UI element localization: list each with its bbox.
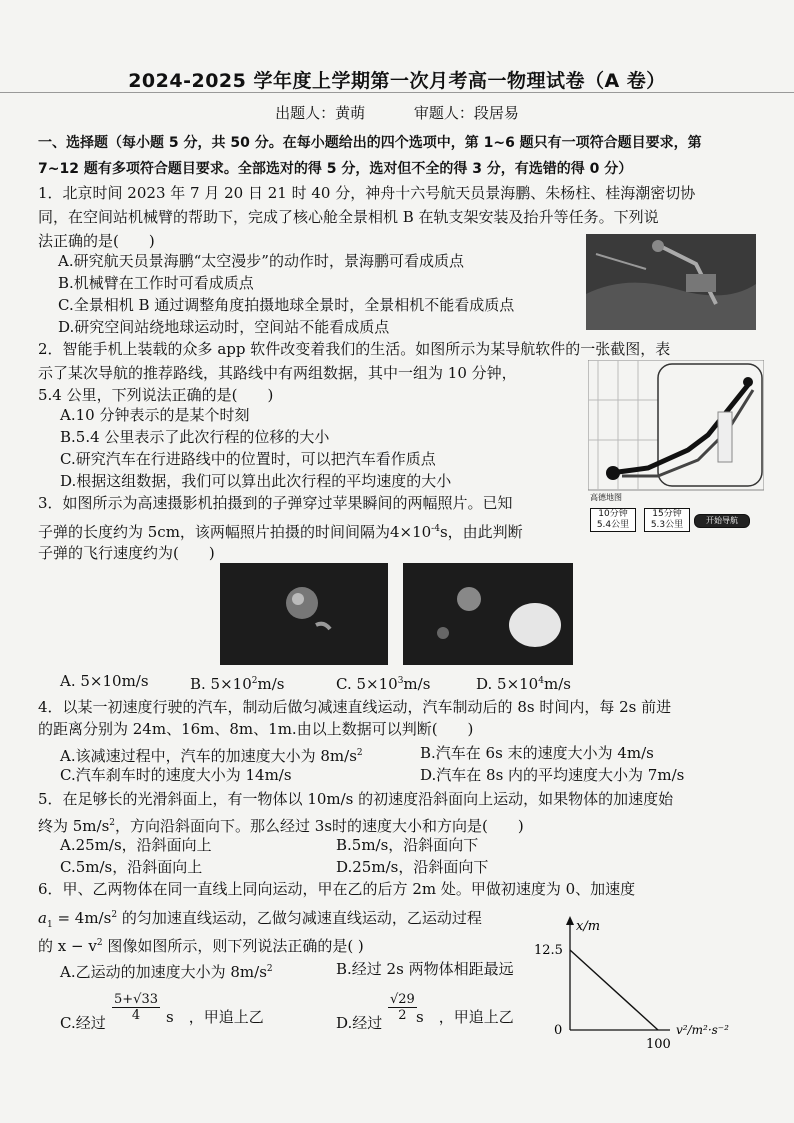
q6-line3-a: 的 x − v — [38, 937, 97, 955]
q6-line1: 6．甲、乙两物体在同一直线上同向运动，甲在乙的后方 2m 处。甲做初速度为 0、加速度 — [38, 880, 636, 898]
setter: 出题人：黄萌 — [275, 104, 366, 122]
q3-option-a: A. 5×10m/s — [60, 672, 149, 690]
q6-option-a — [60, 960, 273, 982]
q3-option-c-unit: m/s — [403, 675, 431, 693]
q3-option-d-text: D. 5×10 — [476, 675, 539, 693]
q4-option-a — [60, 744, 363, 766]
q3-photo-1 — [220, 563, 388, 665]
page-title: 2024-2025 学年度上学期第一次月考高一物理试卷（A 卷） — [128, 70, 666, 92]
q4-line1: 4．以某一初速度行驶的汽车，制动后做匀减速直线运动，汽车制动后的 8s 时间内，每 2s 前进 — [38, 698, 672, 716]
q6-option-a-text: A.乙运动的加速度大小为 8m/s — [60, 963, 267, 981]
q1-line3: 法正确的是( ) — [38, 232, 155, 250]
q6-option-d-suffix: s ，甲追上乙 — [416, 1008, 514, 1026]
q6-line3-exp: 2 — [96, 938, 103, 948]
q4-option-a-exp: 2 — [356, 748, 363, 758]
q5-option-d: D.25m/s，沿斜面向下 — [336, 858, 489, 876]
q6-option-b: B.经过 2s 两物体相距最远 — [336, 960, 514, 978]
chart-y-label: x/m — [576, 919, 601, 934]
route2-time: 15分钟 — [652, 509, 682, 519]
chart-x-label: v²/m²·s⁻² — [676, 1023, 729, 1037]
chart-y-tick-label: 12.5 — [534, 943, 563, 958]
q5-line2-a: 终为 5m/s — [38, 817, 110, 835]
q3-line2-a: 子弹的长度约为 5cm，该两幅照片拍摄的时间间隔为 — [38, 523, 390, 541]
q6-option-a-exp: 2 — [266, 964, 273, 974]
q3-option-c — [336, 672, 430, 694]
q6-option-d-fraction — [388, 992, 417, 1023]
q3-photo-2 — [403, 563, 573, 665]
q3-line3: 子弹的飞行速度约为( ) — [38, 544, 215, 562]
q5-line2-exp: 2 — [109, 818, 116, 828]
q5-option-c: C.5m/s，沿斜面向上 — [60, 858, 203, 876]
q6-line2 — [38, 906, 482, 935]
q5-line1: 5．在足够长的光滑斜面上，有一物体以 10m/s 的初速度沿斜面向上运动，如果物体的加速度始 — [38, 790, 674, 808]
q6-option-c-prefix: C.经过 — [60, 1014, 106, 1032]
q6-d-numerator: √29 — [390, 992, 415, 1007]
q3-line2 — [38, 520, 523, 542]
q6-line3 — [38, 934, 364, 956]
q1-option-c: C.全景相机 B 通过调整角度拍摄地球全景时，全景相机不能看成质点 — [58, 296, 515, 314]
q1-option-a: A.研究航天员景海鹏“太空漫步”的动作时，景海鹏可看成质点 — [58, 252, 464, 270]
q6-c-denominator: 4 — [131, 1008, 141, 1023]
q3-interval-exp: -4 — [431, 524, 440, 534]
q2-line2: 示了某次导航的推荐路线，其路线中有两组数据，其中一组为 10 分钟， — [38, 364, 517, 382]
q5-option-a: A.25m/s，沿斜面向上 — [60, 836, 212, 854]
q3-option-b — [190, 672, 284, 694]
q1-option-b: B.机械臂在工作时可看成质点 — [58, 274, 254, 292]
section-heading-1: 一、选择题（每小题 5 分，共 50 分。在每小题给出的四个选项中，第 1~6 题只有一项符合题目要求，第 — [38, 135, 702, 151]
q5-option-b: B.5m/s，沿斜面向下 — [336, 836, 479, 854]
q6-d-denominator: 2 — [398, 1008, 407, 1023]
route1-time: 10分钟 — [598, 509, 628, 519]
start-navigation-button[interactable]: 开始导航 — [694, 514, 750, 528]
map-label: 高德地图 — [590, 493, 622, 502]
chart-series-line — [570, 950, 658, 1030]
q3-option-c-exp: 3 — [397, 676, 404, 686]
chart-origin: 0 — [554, 1023, 563, 1038]
q4-option-b: B.汽车在 6s 末的速度大小为 4m/s — [420, 744, 654, 762]
q3-line2-b: s，由此判断 — [439, 523, 523, 541]
q5-line2 — [38, 814, 524, 836]
q3-option-d-exp: 4 — [538, 676, 544, 686]
q5-line2-b: ，方向沿斜面向下。那么经过 3s时的速度大小和方向是( ) — [115, 817, 524, 835]
q4-option-a-text: A.该减速过程中，汽车的加速度大小为 8m/s — [60, 747, 357, 765]
q3-option-b-exp: 2 — [251, 676, 258, 686]
q4-line2: 的距离分别为 24m、16m、8m、1m.由以上数据可以判断( ) — [38, 720, 474, 738]
q1-space-photo — [586, 234, 756, 330]
q2-navigation-map — [588, 360, 764, 540]
q6-a-value: = 4m/s — [52, 909, 112, 927]
q2-option-a: A.10 分钟表示的是某个时刻 — [60, 406, 250, 424]
q6-line2-c: 的匀加速直线运动，乙做匀减速直线运动，乙运动过程 — [117, 909, 482, 927]
route-box-2[interactable] — [644, 508, 690, 532]
authors — [0, 102, 794, 123]
q2-option-d: D.根据这组数据，我们可以算出此次行程的平均速度的大小 — [60, 472, 452, 490]
q6-option-c-suffix: s ，甲追上乙 — [166, 1008, 264, 1026]
q2-line1: 2．智能手机上装载的众多 app 软件改变着我们的生活。如图所示为某导航软件的一张截图，表 — [38, 340, 671, 358]
q2-option-c: C.研究汽车在行进路线中的位置时，可以把汽车看作质点 — [60, 450, 436, 468]
q6-option-c-fraction — [112, 992, 160, 1023]
q3-option-c-text: C. 5×10 — [336, 675, 398, 693]
chart-x-tick-label: 100 — [646, 1037, 671, 1052]
q3-option-b-text: B. 5×10 — [190, 675, 252, 693]
q4-option-d: D.汽车在 8s 内的平均速度大小为 7m/s — [420, 766, 685, 784]
q1-option-d: D.研究空间站绕地球运动时，空间站不能看成质点 — [58, 318, 390, 336]
q3-option-d-unit: m/s — [543, 675, 571, 693]
q1-line2: 同，在空间站机械臂的帮助下，完成了核心舱全景相机 B 在轨支架安装及抬升等任务。下列说 — [38, 208, 659, 226]
q1-line1: 1．北京时间 2023 年 7 月 20 日 21 时 40 分，神舟十六号航天员景海鹏、朱杨柱、桂海潮密切协 — [38, 184, 696, 202]
route-box-1[interactable] — [590, 508, 636, 532]
q4-option-c: C.汽车刹车时的速度大小为 14m/s — [60, 766, 292, 784]
header-rule — [0, 92, 794, 93]
chart-y-arrow — [566, 916, 574, 925]
q3-interval: 4×10 — [389, 523, 432, 541]
route2-distance: 5.3公里 — [650, 520, 684, 530]
q3-line1: 3．如图所示为高速摄影机拍摄到的子弹穿过苹果瞬间的两幅照片。已知 — [38, 494, 513, 512]
q6-c-numerator: 5+√33 — [114, 992, 158, 1007]
q3-option-b-unit: m/s — [257, 675, 285, 693]
q6-a-exp: 2 — [111, 910, 118, 920]
q6-option-d-prefix: D.经过 — [336, 1014, 383, 1032]
q6-a-sub: 1 — [46, 920, 53, 930]
section-heading-2: 7~12 题有多项符合题目要求。全部选对的得 5 分，选对但不全的得 3 分，有选错的得 0 分） — [38, 161, 633, 177]
reviewer: 审题人：段居易 — [413, 104, 519, 122]
route1-distance: 5.4公里 — [596, 520, 630, 530]
q6-line3-b: 图像如图所示，则下列说法正确的是( ) — [102, 937, 364, 955]
q6-x-v2-chart — [520, 912, 774, 1052]
q3-option-d — [476, 672, 571, 694]
q6-a-symbol: a — [38, 909, 47, 927]
q2-line3: 5.4 公里，下列说法正确的是( ) — [38, 386, 274, 404]
q2-option-b: B.5.4 公里表示了此次行程的位移的大小 — [60, 428, 330, 446]
